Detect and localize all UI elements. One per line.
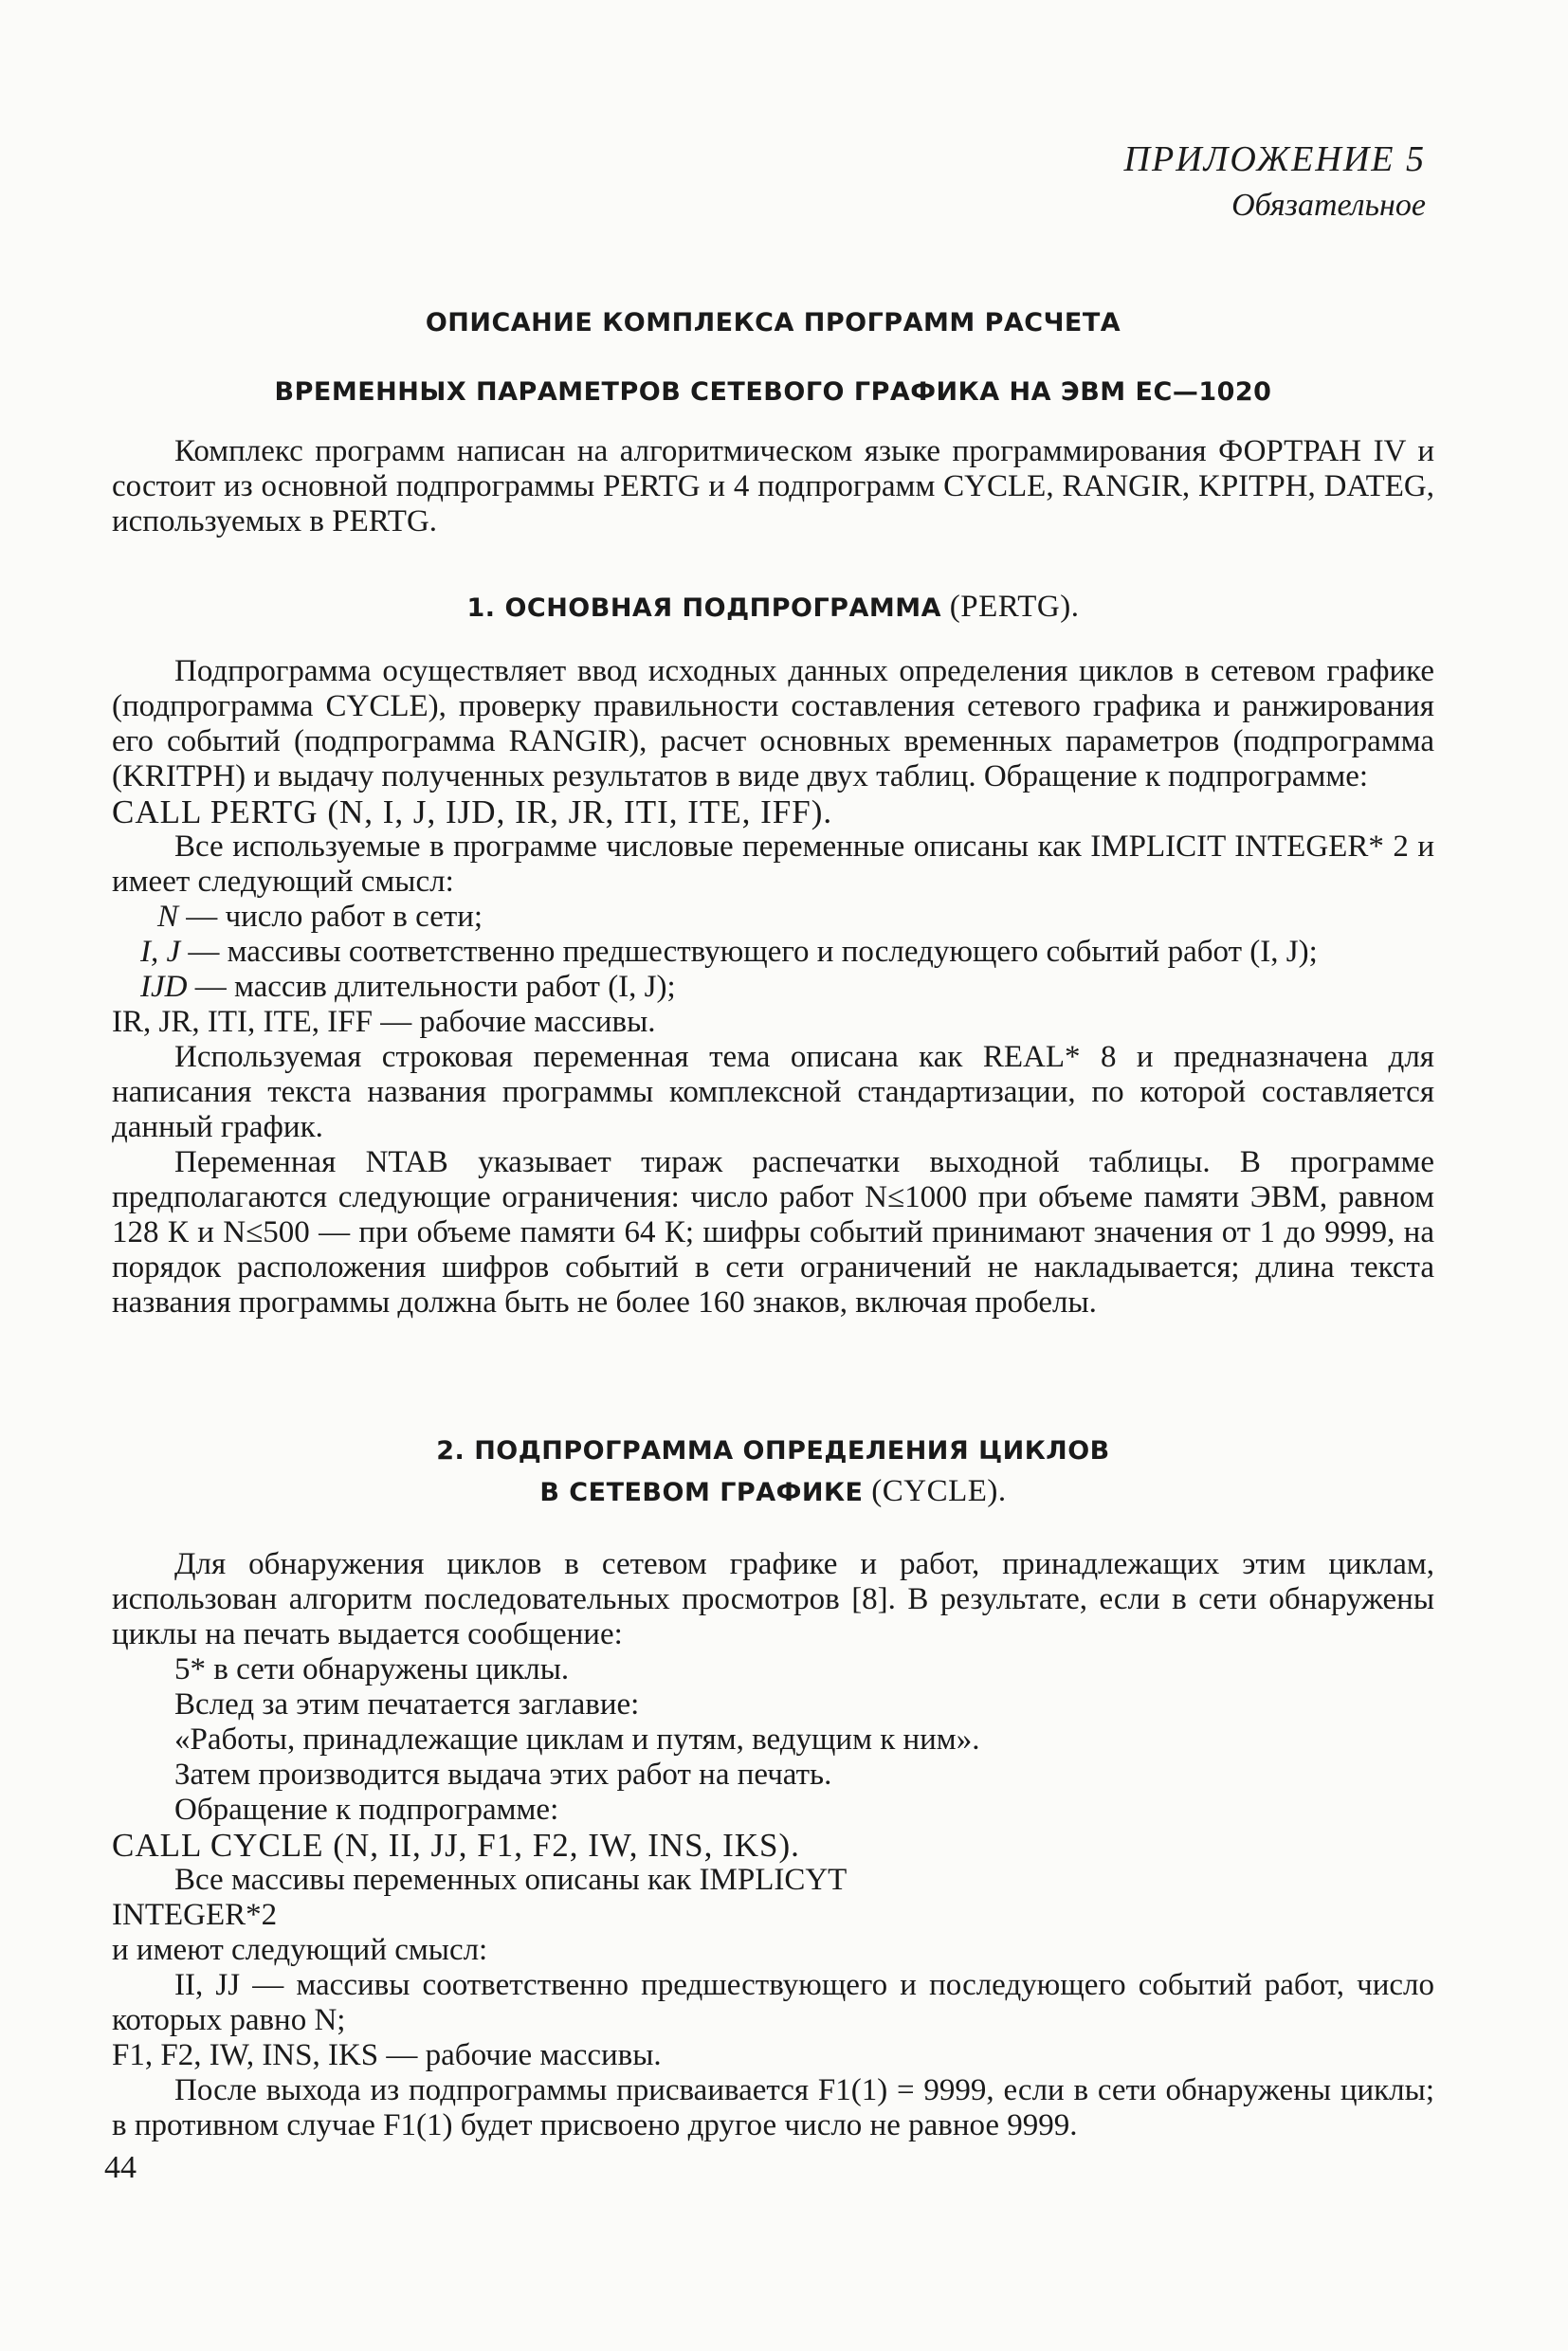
section2-paragraph1: Для обнаружения циклов в сетевом графике и работ, принадлежащих этим циклам, использован алгоритм последовательных просмотров [8]. В результате, если в сети обнаружены циклы на печать выдается сообщение: (112, 1547, 1434, 1651)
section1-heading-tail: (PERTG). (940, 590, 1080, 624)
section2-call: CALL CYCLE (N, II, JJ, F1, F2, IW, INS, IKS). (112, 1827, 800, 1864)
section2-message: 5* в сети обнаружены циклы. (174, 1652, 570, 1686)
section2-def-f: F1, F2, IW, INS, IKS — рабочие массивы. (112, 2038, 662, 2072)
main-title-line2: ВРЕМЕННЫХ ПАРАМЕТРОВ СЕТЕВОГО ГРАФИКА НА ЭВМ ЕС—1020 (274, 377, 1272, 407)
section1-body (112, 654, 1434, 1321)
section1-work-arrays: IR, JR, ITI, ITE, IFF — рабочие массивы. (112, 1005, 656, 1039)
intro-paragraph (112, 434, 1434, 539)
section1-paragraph3: Используемая строковая переменная тема описана как REAL* 8 и предназначена для написания текста названия программы комплексной стандартизации, по которой составляется данный график. (112, 1040, 1434, 1144)
section2-heading (112, 1433, 1434, 1510)
section1-heading (112, 590, 1434, 626)
section2-heading-tail: (CYCLE). (863, 1474, 1007, 1508)
section2-body (112, 1547, 1434, 2143)
section2-then2: Затем производится выдача этих работ на печать. (174, 1758, 832, 1792)
intro-text: Комплекс программ написан на алгоритмическом языке программирования ФОРТРАН IV и состоит из основной подпрограммы PERTG и 4 подпрограмм CYCLE, RANGIR, KPITPH, DATEG, используемых в PERTG. (112, 434, 1434, 538)
annex-subtitle: Обязательное (1231, 188, 1426, 223)
section2-decl1: Все массивы переменных описаны как IMPLICYT (174, 1863, 848, 1897)
section2-then1: Вслед за этим печатается заглавие: (174, 1687, 640, 1722)
section2-quote: «Работы, принадлежащие циклам и путям, ведущим к ним». (174, 1722, 980, 1757)
section2-call-intro: Обращение к подпрограмме: (174, 1793, 559, 1827)
section1-paragraph4: Переменная NTAB указывает тираж распечатки выходной таблицы. В программе предполагаются следующие ограничения: число работ N≤1000 при объеме памяти ЭВМ, равном 128 К и N≤500 — при объеме памяти 64 К; шифры событий принимают значения от 1 до 9999, на порядок расположения шифров событий в сети ограничений не накладывается; длина текста названия программы должна быть не более 160 знаков, включая пробелы. (112, 1145, 1434, 1320)
section2-heading-line1: 2. ПОДПРОГРАММА ОПРЕДЕЛЕНИЯ ЦИКЛОВ (436, 1436, 1110, 1466)
main-title (112, 305, 1434, 410)
def-ijd: IJD — массив длительности работ (I, J); (140, 970, 676, 1004)
section2-def-ii: II, JJ — массивы соответственно предшествующего и последующего событий работ, число которых равно N; (112, 1968, 1434, 2037)
section1-paragraph2: Все используемые в программе числовые переменные описаны как IMPLICIT INTEGER* 2 и имеет следующий смысл: (112, 829, 1434, 899)
section2-decl3: и имеют следующий смысл: (112, 1933, 488, 1967)
main-title-line1: ОПИСАНИЕ КОМПЛЕКСА ПРОГРАММ РАСЧЕТА (425, 308, 1121, 337)
section2-paragraph-end: После выхода из подпрограммы присваивается F1(1) = 9999, если в сети обнаружены циклы; в противном случае F1(1) будет присвоено другое число не равное 9999. (112, 2073, 1434, 2142)
section2-heading-line2: В СЕТЕВОМ ГРАФИКЕ (539, 1478, 864, 1507)
def-n: N — число работ в сети; (157, 900, 483, 934)
section1-call: CALL PERTG (N, I, J, IJD, IR, JR, ITI, ITE, IFF). (112, 793, 833, 830)
annex-title: ПРИЛОЖЕНИЕ 5 (1123, 139, 1426, 179)
page-number: 44 (104, 2150, 137, 2185)
section1-heading-text: 1. ОСНОВНАЯ ПОДПРОГРАММА (466, 593, 941, 623)
section2-decl2: INTEGER*2 (112, 1898, 278, 1932)
section1-paragraph1: Подпрограмма осуществляет ввод исходных данных определения циклов в сетевом графике (подпрограмма CYCLE), проверку правильности составления сетевого графика и ранжирования его событий (подпрограмма RANGIR), расчет основных временных параметров (подпрограмма (KRITPH) и выдачу полученных результатов в виде двух таблиц. Обращение к подпрограмме: (112, 654, 1434, 793)
def-ij: I, J — массивы соответственно предшествующего и последующего событий работ (I, J); (140, 935, 1318, 969)
